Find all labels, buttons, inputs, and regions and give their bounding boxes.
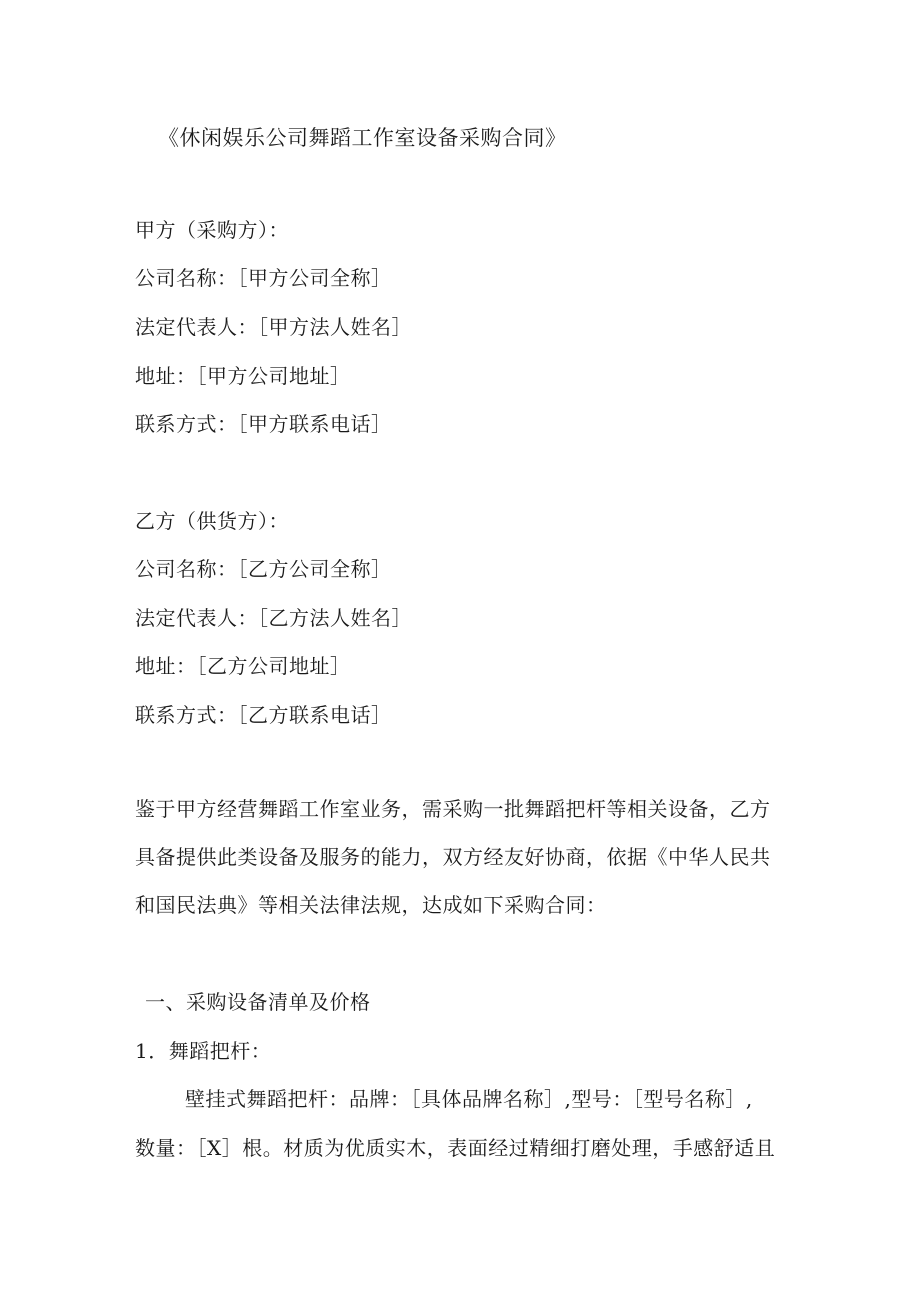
item-1-text-line-1: 壁挂式舞蹈把杆：品牌：［具体品牌名称］,型号：［型号名称］, (185, 1087, 753, 1111)
party-b-representative: 法定代表人：［乙方法人姓名］ (135, 606, 412, 630)
party-b-contact: 联系方式：［乙方联系电话］ (135, 703, 392, 727)
section-1-heading: 一、采购设备清单及价格 (145, 990, 371, 1014)
party-a-address: 地址：［甲方公司地址］ (135, 364, 351, 388)
party-b-company: 公司名称：［乙方公司全称］ (135, 557, 392, 581)
item-1-text-line-2: 数量：［X］根。材质为优质实木，表面经过精细打磨处理，手感舒适且 (135, 1136, 776, 1160)
item-1-heading: 1．舞蹈把杆： (135, 1039, 272, 1063)
party-a-heading: 甲方（采购方）： (135, 218, 289, 242)
party-b-address: 地址：［乙方公司地址］ (135, 654, 351, 678)
party-a-contact: 联系方式：［甲方联系电话］ (135, 412, 392, 436)
preamble-paragraph: 鉴于甲方经营舞蹈工作室业务，需采购一批舞蹈把杆等相关设备，乙方具备提供此类设备及服务的能力，双方经友好协商，依据《中华人民共和国民法典》等相关法律法规，达成如下采购合同： (135, 797, 771, 917)
contract-title: 《休闲娱乐公司舞蹈工作室设备采购合同》 (158, 126, 567, 150)
party-b-heading: 乙方（供货方）： (135, 509, 289, 533)
party-a-company: 公司名称：［甲方公司全称］ (135, 266, 392, 290)
party-a-representative: 法定代表人：［甲方法人姓名］ (135, 315, 412, 339)
